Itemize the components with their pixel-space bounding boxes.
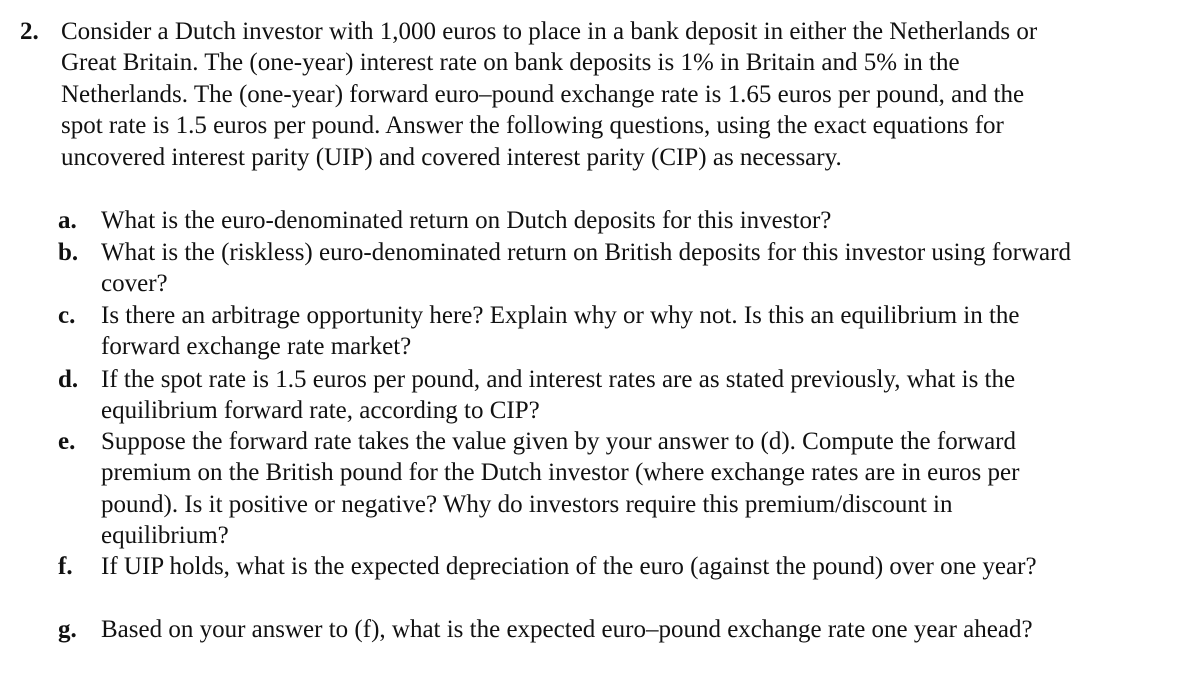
question-number: 2. bbox=[20, 18, 39, 45]
sub-question-text: If the spot rate is 1.5 euros per pound, and interest rates are as stated previously, what is the equilibrium forward rate, according to CIP? bbox=[101, 366, 1016, 425]
sub-question-label: d. bbox=[58, 366, 79, 393]
sub-question-text: If UIP holds, what is the expected depreciation of the euro (against the pound) over one year? bbox=[101, 553, 1037, 580]
sub-question-label: e. bbox=[58, 428, 76, 455]
sub-question-label: b. bbox=[58, 239, 79, 266]
sub-question-label: g. bbox=[58, 616, 77, 643]
sub-question-text: What is the (riskless) euro-denominated return on British deposits for this investor using forward cover? bbox=[101, 239, 1071, 298]
sub-question-text: What is the euro-denominated return on Dutch deposits for this investor? bbox=[101, 207, 832, 234]
sub-question-text: Is there an arbitrage opportunity here? Explain why or why not. Is this an equilibrium in the forward exchange rate market? bbox=[101, 302, 1020, 361]
sub-question-text: Based on your answer to (f), what is the expected euro–pound exchange rate one year ahead? bbox=[101, 616, 1033, 643]
sub-question-label: f. bbox=[58, 553, 73, 580]
sub-question-label: a. bbox=[58, 207, 77, 234]
question-stem: Consider a Dutch investor with 1,000 euros to place in a bank deposit in either the Netherlands or Great Britain. The (one-year) interest rate on bank deposits is 1% in Britain and 5% in the Netherlands. The (one-year) forward euro–pound exchange rate is 1.65 euros per pound, and the spot rate is 1.5 euros per pound. Answer the following questions, using the exact equations for uncovered interest parity (UIP) and covered interest parity (CIP) as necessary. bbox=[61, 18, 1038, 171]
sub-question-label: c. bbox=[58, 302, 76, 329]
sub-question-text: Suppose the forward rate takes the value given by your answer to (d). Compute the forward premium on the British pound for the Dutch investor (where exchange rates are in euros per pound). Is it positive or negative? Why do investors require this premium/discount in equilibrium? bbox=[101, 428, 1020, 550]
